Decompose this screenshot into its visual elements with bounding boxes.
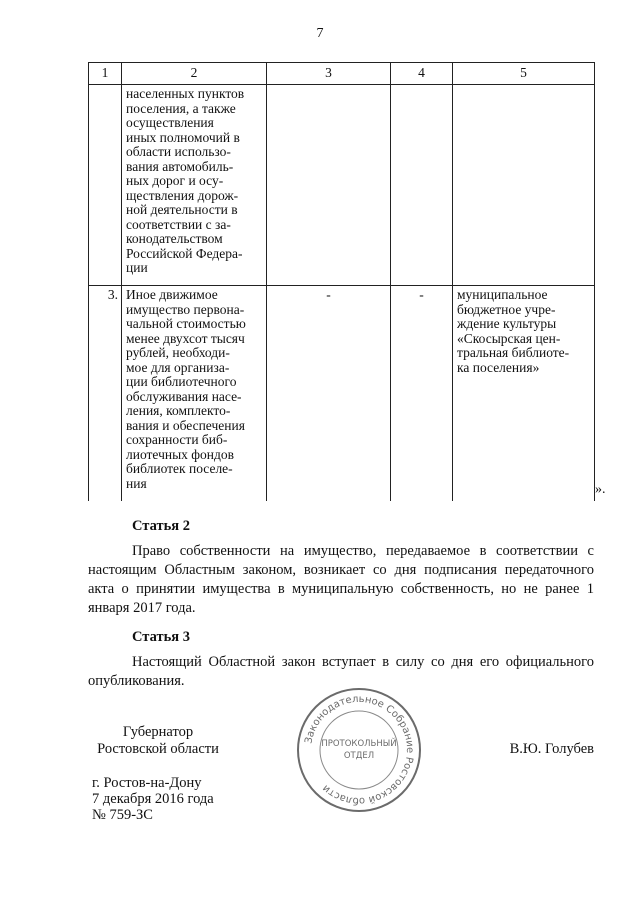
signer-name: В.Ю. Голубев xyxy=(509,741,594,757)
stamp-inner-circle xyxy=(320,711,398,789)
header-cell-5: 5 xyxy=(453,63,595,85)
page-number: 7 xyxy=(316,26,324,41)
row-number xyxy=(89,85,122,286)
text-line: иных полномочий в xyxy=(126,129,240,145)
property-name-cell xyxy=(122,85,267,286)
signature-title xyxy=(88,724,228,758)
text-line: обслуживания насе- xyxy=(126,388,242,404)
text-line: мое для организа- xyxy=(126,359,230,375)
row-number: 3. xyxy=(89,286,122,501)
text-line: Иное движимое xyxy=(126,287,218,302)
text-line: соответствии с за- xyxy=(126,216,231,232)
stamp-center-line: ПРОТОКОЛЬНЫЙ xyxy=(321,739,397,749)
text-line: осуществления xyxy=(126,115,214,130)
article-3-heading: Статья 3 xyxy=(132,629,190,645)
text-line: библиотек поселе- xyxy=(126,461,233,476)
law-number: № 759-ЗС xyxy=(92,807,153,823)
law-date: 7 декабря 2016 года xyxy=(92,791,214,807)
text-line: имущество первона- xyxy=(126,301,245,317)
header-cell-2: 2 xyxy=(122,63,267,85)
text-line: ния xyxy=(126,475,147,491)
text-line: тральная библиоте- xyxy=(457,345,570,360)
text-line: конодательством xyxy=(126,231,223,246)
text-line: муниципальное xyxy=(457,287,548,302)
text-line: сохранности биб- xyxy=(126,432,228,447)
col4-cell: - xyxy=(391,286,453,501)
text-line: чальной стоимостью xyxy=(126,316,246,331)
text-line: ка поселения» xyxy=(457,359,540,375)
text-line: ных дорог и осу- xyxy=(126,173,224,188)
recipient-cell xyxy=(453,286,595,501)
text-line: ной деятельности в xyxy=(126,202,238,217)
col3-cell xyxy=(267,85,391,286)
table-row xyxy=(89,286,595,501)
closing-quote: ». xyxy=(595,482,606,497)
text-line: Российской Федера- xyxy=(126,245,243,261)
text-line: вания автомобиль- xyxy=(126,158,234,174)
text-line: менее двухсот тысяч xyxy=(126,330,245,346)
stamp-center-line: ОТДЕЛ xyxy=(343,751,375,761)
property-table xyxy=(88,62,595,501)
recipient-cell xyxy=(453,85,595,286)
property-name-cell xyxy=(122,286,267,501)
stamp-ring-text: Законодательное Собрание Ростовской области xyxy=(303,693,416,807)
header-cell-4: 4 xyxy=(391,63,453,85)
official-stamp xyxy=(295,686,423,814)
place-date-block xyxy=(92,775,214,823)
text-line: рублей, необходи- xyxy=(126,345,230,360)
text-line: ждение культуры xyxy=(457,316,557,331)
text-line: ции xyxy=(126,260,148,275)
text-line: вания и обеспечения xyxy=(126,417,245,433)
text-line: лиотечных фондов xyxy=(126,446,235,462)
table-row xyxy=(89,85,595,286)
stamp-outer-circle xyxy=(298,689,420,811)
table-header-row xyxy=(89,63,595,85)
article-2-heading: Статья 2 xyxy=(132,518,190,534)
text-line: «Скосырская цен- xyxy=(457,330,561,346)
header-cell-3: 3 xyxy=(267,63,391,85)
header-cell-1: 1 xyxy=(89,63,122,85)
col4-cell xyxy=(391,85,453,286)
text-line: бюджетное учре- xyxy=(457,301,556,317)
text-line: населенных пунктов xyxy=(126,86,245,101)
article-2-text: Право собственности на имущество, передаваемое в соответствии с настоящим Областным законом, возникает со дня подписания передаточного акта о принятии имущества в муниципальную собственность, но не ранее 1 января 2017 года. xyxy=(88,543,594,616)
text-line: ции библиотечного xyxy=(126,374,237,389)
signature-title-line: Губернатор xyxy=(122,724,194,740)
text-line: ществления дорож- xyxy=(126,187,239,203)
place-city: г. Ростов-на-Дону xyxy=(92,775,202,791)
signature-title-line: Ростовской области xyxy=(97,741,219,757)
text-line: ления, комплекто- xyxy=(126,403,231,418)
col3-cell: - xyxy=(267,286,391,501)
article-3-text: Настоящий Областной закон вступает в силу со дня его официального опубликования. xyxy=(88,654,594,689)
text-line: поселения, а также xyxy=(126,100,236,116)
text-line: области использо- xyxy=(126,144,231,159)
